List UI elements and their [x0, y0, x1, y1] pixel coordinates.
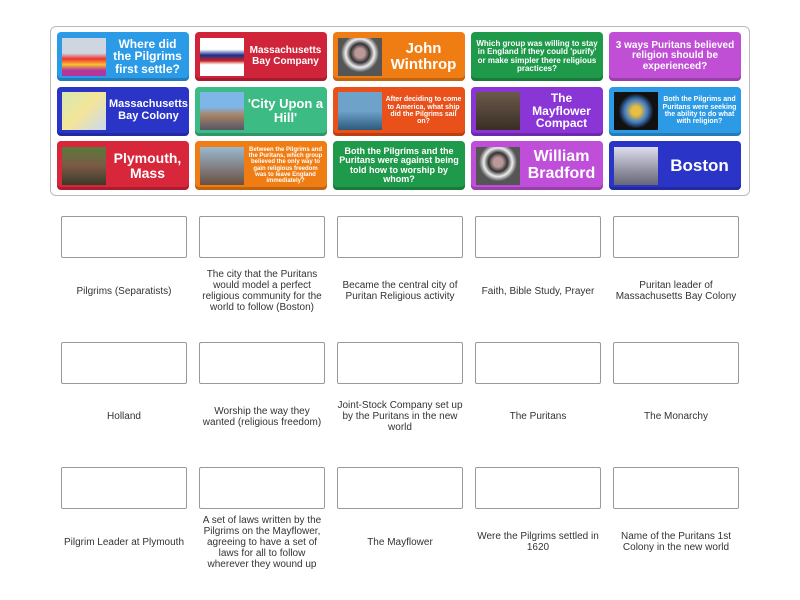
- drop-slot[interactable]: [475, 342, 601, 384]
- target-label: Became the central city of Puritan Religious activity: [342, 280, 458, 302]
- drop-slot[interactable]: [613, 216, 739, 258]
- tile-label: Massachusetts Bay Colony: [109, 98, 188, 122]
- company-seal-image: [200, 38, 244, 76]
- portrait-image: [338, 38, 382, 76]
- answer-tile[interactable]: [333, 32, 465, 81]
- answer-tile[interactable]: [195, 87, 327, 136]
- drop-slot[interactable]: [199, 342, 325, 384]
- target-label: Name of the Puritans 1st Colony in the new world: [620, 531, 732, 553]
- city-image: [200, 92, 244, 130]
- answer-tile[interactable]: [57, 32, 189, 81]
- drop-slot[interactable]: [199, 216, 325, 258]
- target-label: Holland: [107, 411, 141, 422]
- mill-image: [62, 147, 106, 185]
- monument-image: [614, 147, 658, 185]
- answer-tile[interactable]: [195, 32, 327, 81]
- target-label: Pilgrims (Separatists): [76, 285, 172, 297]
- drop-slot[interactable]: [199, 467, 325, 509]
- map-image: [62, 92, 106, 130]
- drop-slot[interactable]: [337, 216, 463, 258]
- tile-label: The Mayflower Compact: [532, 91, 591, 131]
- answer-tile[interactable]: [609, 141, 741, 190]
- drop-slot[interactable]: [61, 216, 187, 258]
- ship-image: [338, 92, 382, 130]
- target-label: The Monarchy: [644, 411, 708, 422]
- tulip-field-image: [62, 38, 106, 76]
- tile-label: Both the Pilgrims and Puritans were seeking the ability to do what with religion?: [662, 96, 737, 126]
- tile-label: 3 ways Puritans believed religion should be experienced?: [615, 39, 735, 72]
- tile-label: John Winthrop: [390, 39, 457, 73]
- drop-slot[interactable]: [61, 467, 187, 509]
- tile-label: Both the Pilgrims and the Puritans were against being told how to worship by whom?: [339, 145, 459, 184]
- target-label: Pilgrim Leader at Plymouth: [63, 536, 185, 548]
- target-label: Puritan leader of Massachusetts Bay Colony: [615, 280, 737, 302]
- target-label: Joint-Stock Company set up by the Puritans in the new world: [337, 400, 463, 433]
- tile-label: Where did the Pilgrims first settle?: [113, 36, 182, 76]
- answer-tile[interactable]: [333, 141, 465, 190]
- drop-slot[interactable]: [613, 467, 739, 509]
- target-label: Worship the way they wanted (religious freedom): [202, 405, 322, 428]
- target-label: Faith, Bible Study, Prayer: [481, 285, 595, 297]
- answer-tile[interactable]: [471, 32, 603, 81]
- answer-tile[interactable]: [609, 87, 741, 136]
- answer-tile[interactable]: [195, 141, 327, 190]
- tile-label: Plymouth, Mass: [113, 149, 182, 181]
- boat-image: [200, 147, 244, 185]
- target-label: Were the Pilgrims settled in 1620: [477, 531, 599, 553]
- drop-slot[interactable]: [613, 342, 739, 384]
- answer-tile[interactable]: [57, 87, 189, 136]
- answer-tile[interactable]: [471, 87, 603, 136]
- tile-label: 'City Upon a Hill': [247, 96, 324, 125]
- portrait-image: [476, 147, 520, 185]
- answer-tile[interactable]: [609, 32, 741, 81]
- tile-label: William Bradford: [527, 147, 596, 182]
- tile-label: Between the Pilgrims and the Puritans, which group believed the only way to gain religious freedom was to leave England immediately?: [248, 146, 323, 185]
- target-label: The city that the Puritans would model a perfect religious community for the world to follow (Boston): [202, 269, 322, 313]
- tile-label: After deciding to come to America, what ship did the Pilgrims sail on?: [385, 96, 462, 126]
- drop-slot[interactable]: [337, 342, 463, 384]
- tile-label: Boston: [670, 155, 729, 175]
- target-label: A set of laws written by the Pilgrims on the Mayflower, agreeing to have a set of laws for all to follow wherever they wound up: [202, 514, 322, 570]
- drop-slot[interactable]: [61, 342, 187, 384]
- target-label: The Puritans: [509, 411, 567, 422]
- tile-label: Massachusetts Bay Company: [249, 45, 322, 67]
- answer-tile[interactable]: [471, 141, 603, 190]
- drop-slot[interactable]: [337, 467, 463, 509]
- drop-slot[interactable]: [475, 216, 601, 258]
- drop-slot[interactable]: [475, 467, 601, 509]
- emblem-image: [614, 92, 658, 130]
- signing-image: [476, 92, 520, 130]
- tile-label: Which group was willing to stay in England if they could 'purify' or make simpler there religious practices?: [476, 38, 598, 73]
- target-label: The Mayflower: [367, 536, 433, 548]
- answer-tile[interactable]: [333, 87, 465, 136]
- answer-tile[interactable]: [57, 141, 189, 190]
